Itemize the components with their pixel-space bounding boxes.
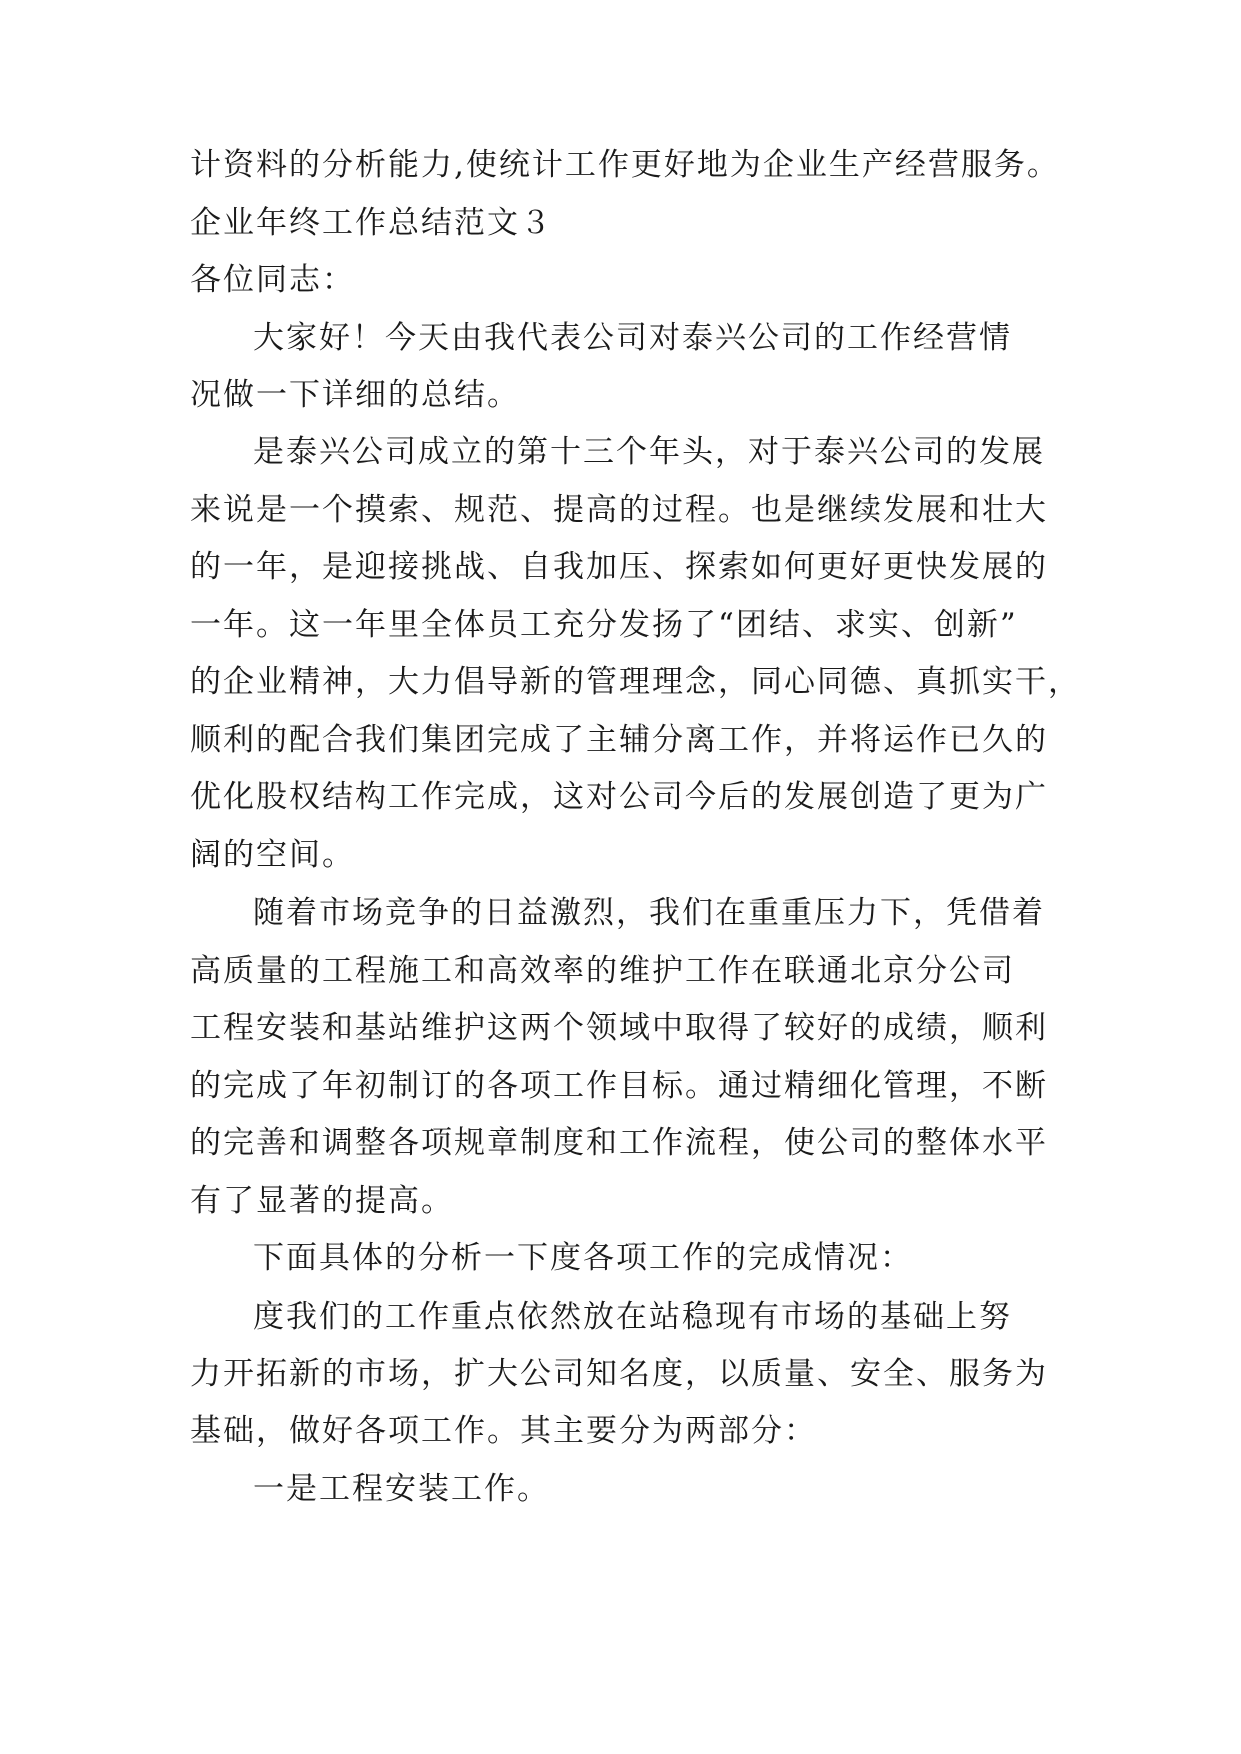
paragraph-line: 随着市场竞争的日益激烈，我们在重重压力下，凭借着 xyxy=(253,895,1045,931)
paragraph-line: 有了显著的提高。 xyxy=(190,1183,454,1219)
text-line: 计资料的分析能力,使统计工作更好地为企业生产经营服务。 xyxy=(190,147,1060,183)
paragraph-line: 顺利的配合我们集团完成了主辅分离工作，并将运作已久的 xyxy=(190,722,1048,758)
paragraph-line: 的完成了年初制订的各项工作目标。通过精细化管理，不断 xyxy=(190,1068,1048,1104)
paragraph-line: 力开拓新的市场，扩大公司知名度，以质量、安全、服务为 xyxy=(190,1356,1048,1392)
paragraph-line: 大家好！今天由我代表公司对泰兴公司的工作经营情 xyxy=(253,320,1012,356)
paragraph-line: 的一年，是迎接挑战、自我加压、探索如何更好更快发展的 xyxy=(190,549,1048,585)
paragraph-line: 高质量的工程施工和高效率的维护工作在联通北京分公司 xyxy=(190,953,1015,989)
paragraph-line: 阔的空间。 xyxy=(190,837,355,873)
section-heading: 企业年终工作总结范文３ xyxy=(190,205,553,241)
paragraph-line: 来说是一个摸索、规范、提高的过程。也是继续发展和壮大 xyxy=(190,492,1048,528)
paragraph-line: 的企业精神，大力倡导新的管理理念，同心同德、真抓实干， xyxy=(190,664,1081,700)
paragraph-line: 基础，做好各项工作。其主要分为两部分： xyxy=(190,1413,817,1449)
paragraph-line: 的完善和调整各项规章制度和工作流程，使公司的整体水平 xyxy=(190,1125,1048,1161)
paragraph-line: 下面具体的分析一下度各项工作的完成情况： xyxy=(253,1240,913,1276)
paragraph-line: 况做一下详细的总结。 xyxy=(190,377,520,413)
paragraph-line: 工程安装和基站维护这两个领域中取得了较好的成绩，顺利 xyxy=(190,1010,1048,1046)
paragraph-line: 度我们的工作重点依然放在站稳现有市场的基础上努 xyxy=(253,1299,1012,1335)
paragraph-line: 优化股权结构工作完成，这对公司今后的发展创造了更为广 xyxy=(190,779,1048,815)
paragraph-line: 一年。这一年里全体员工充分发扬了“团结、求实、创新” xyxy=(190,607,1018,643)
paragraph-line: 一是工程安装工作。 xyxy=(253,1471,550,1507)
salutation: 各位同志： xyxy=(190,262,355,298)
paragraph-line: 是泰兴公司成立的第十三个年头，对于泰兴公司的发展 xyxy=(253,434,1045,470)
